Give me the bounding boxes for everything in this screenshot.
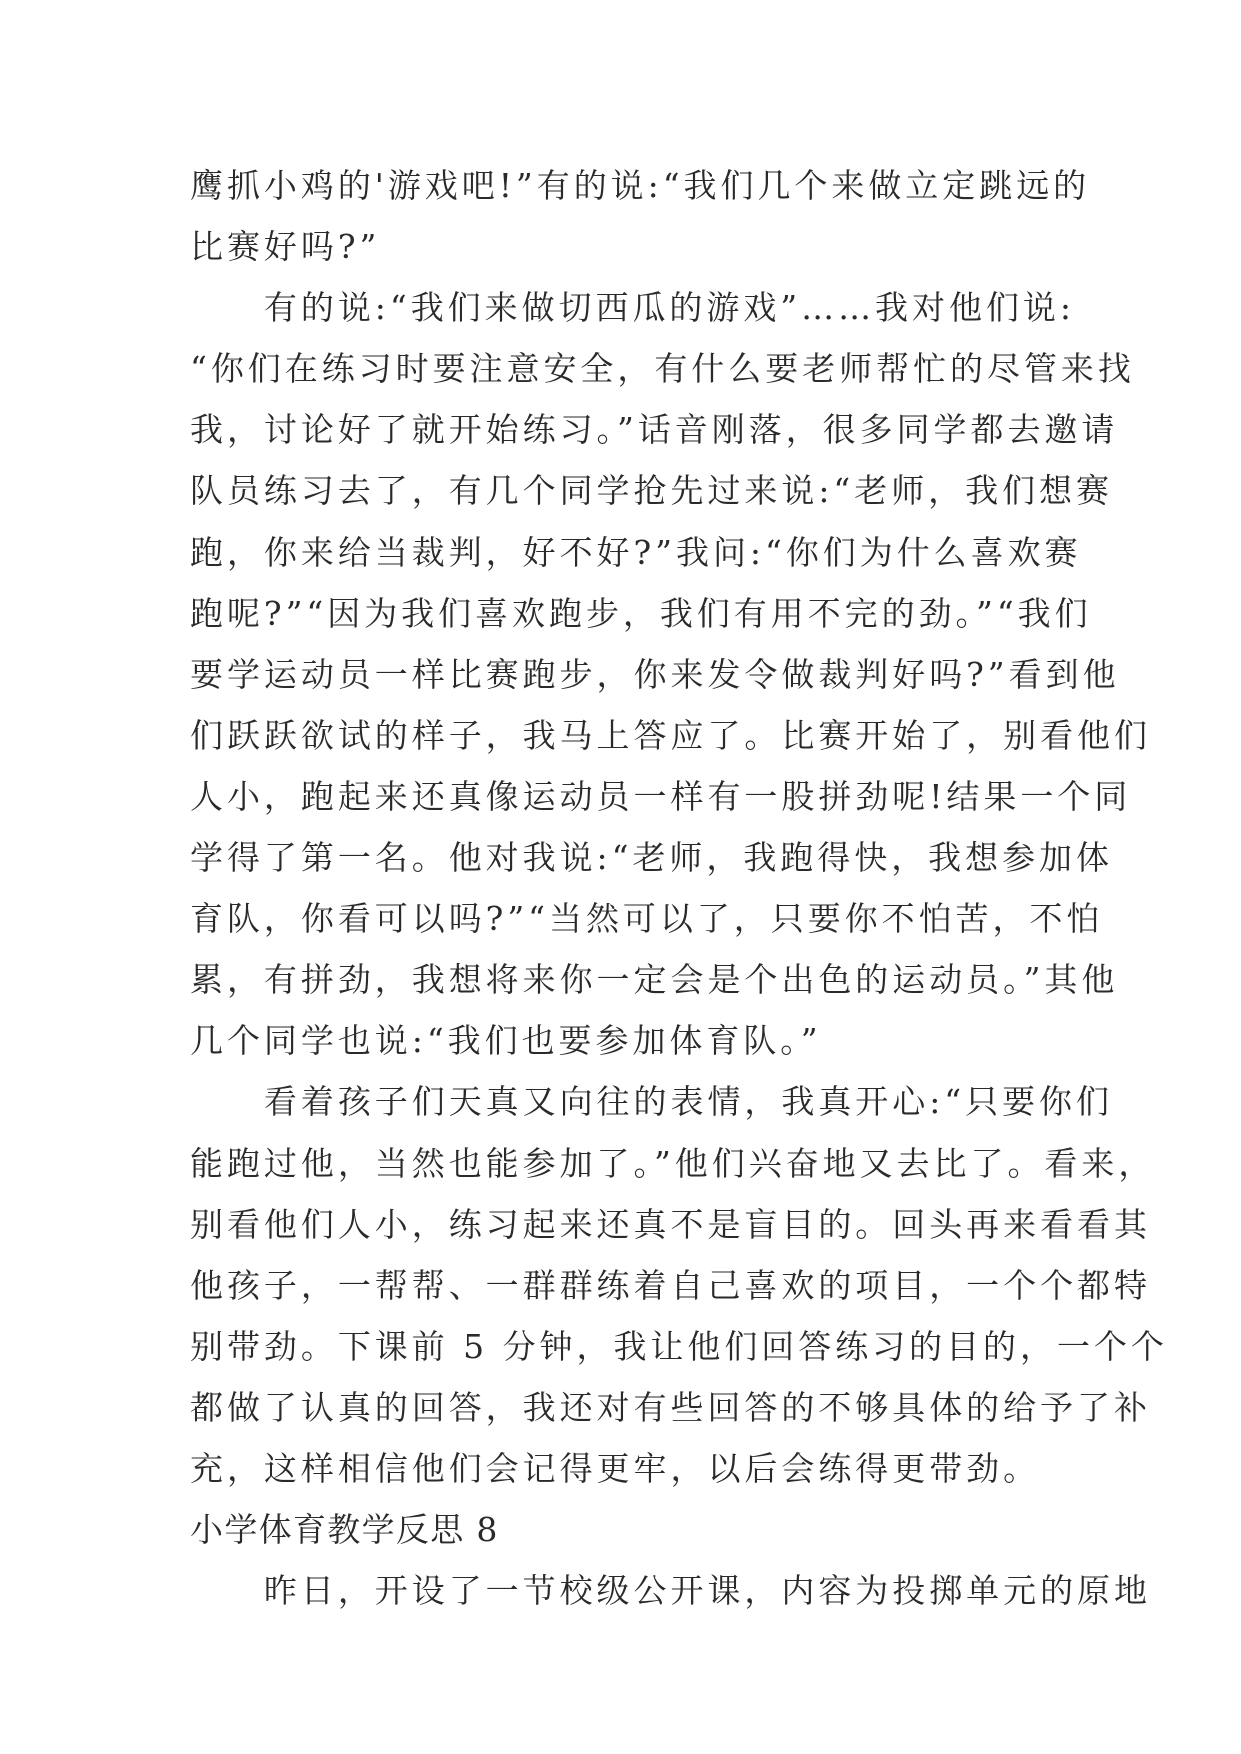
text-line: 别看他们人小，练习起来还真不是盲目的。回头再来看看其 (190, 1204, 1151, 1244)
text-line: 昨日，开设了一节校级公开课，内容为投掷单元的原地 (190, 1571, 1151, 1611)
body-text (190, 155, 1168, 1621)
text-line: 比赛好吗?” (190, 227, 381, 267)
text-line: 鹰抓小鸡的'游戏吧!”有的说:“我们几个来做立定跳远的 (190, 166, 1091, 205)
text-line: 几个同学也说:“我们也要参加体育队。” (190, 1021, 822, 1061)
text-line: “你们在练习时要注意安全，有什么要老师帮忙的尽管来找 (190, 349, 1135, 389)
text-line: 育队，你看可以吗?”“当然可以了，只要你不怕苦，不怕 (190, 899, 1104, 939)
text-line: 有的说:“我们来做切西瓜的游戏”……我对他们说: (190, 288, 1075, 328)
text-line: 跑呢?”“因为我们喜欢跑步，我们有用不完的劲。”“我们 (190, 593, 1092, 633)
text-line: 人小，跑起来还真像运动员一样有一股拼劲呢!结果一个同 (190, 776, 1132, 816)
text-line: 我，讨论好了就开始练习。”话音刚落，很多同学都去邀请 (190, 410, 1119, 450)
text-line: 看着孩子们天真又向往的表情，我真开心:“只要你们 (190, 1082, 1113, 1122)
text-line: 队员练习去了，有几个同学抢先过来说:“老师，我们想赛 (190, 471, 1113, 511)
text-line: 能跑过他，当然也能参加了。”他们兴奋地又去比了。看来， (190, 1143, 1156, 1183)
text-line: 累，有拼劲，我想将来你一定会是个出色的运动员。”其他 (190, 960, 1119, 1000)
text-line: 别带劲。下课前 5 分钟，我让他们回答练习的目的，一个个 (190, 1326, 1168, 1366)
text-line: 充，这样相信他们会记得更牢，以后会练得更带劲。 (190, 1448, 1041, 1488)
text-line: 都做了认真的回答，我还对有些回答的不够具体的给予了补 (190, 1387, 1151, 1427)
text-line: 要学运动员一样比赛跑步，你来发令做裁判好吗?”看到他 (190, 654, 1120, 694)
text-line: 们跃跃欲试的样子，我马上答应了。比赛开始了，别看他们 (190, 715, 1151, 755)
text-line: 他孩子，一帮帮、一群群练着自己喜欢的项目，一个个都特 (190, 1265, 1151, 1305)
text-line: 跑，你来给当裁判，好不好?”我问:“你们为什么喜欢赛 (190, 532, 1082, 572)
text-line: 学得了第一名。他对我说:“老师，我跑得快，我想参加体 (190, 838, 1113, 878)
section-heading: 小学体育教学反思 8 (190, 1510, 499, 1550)
